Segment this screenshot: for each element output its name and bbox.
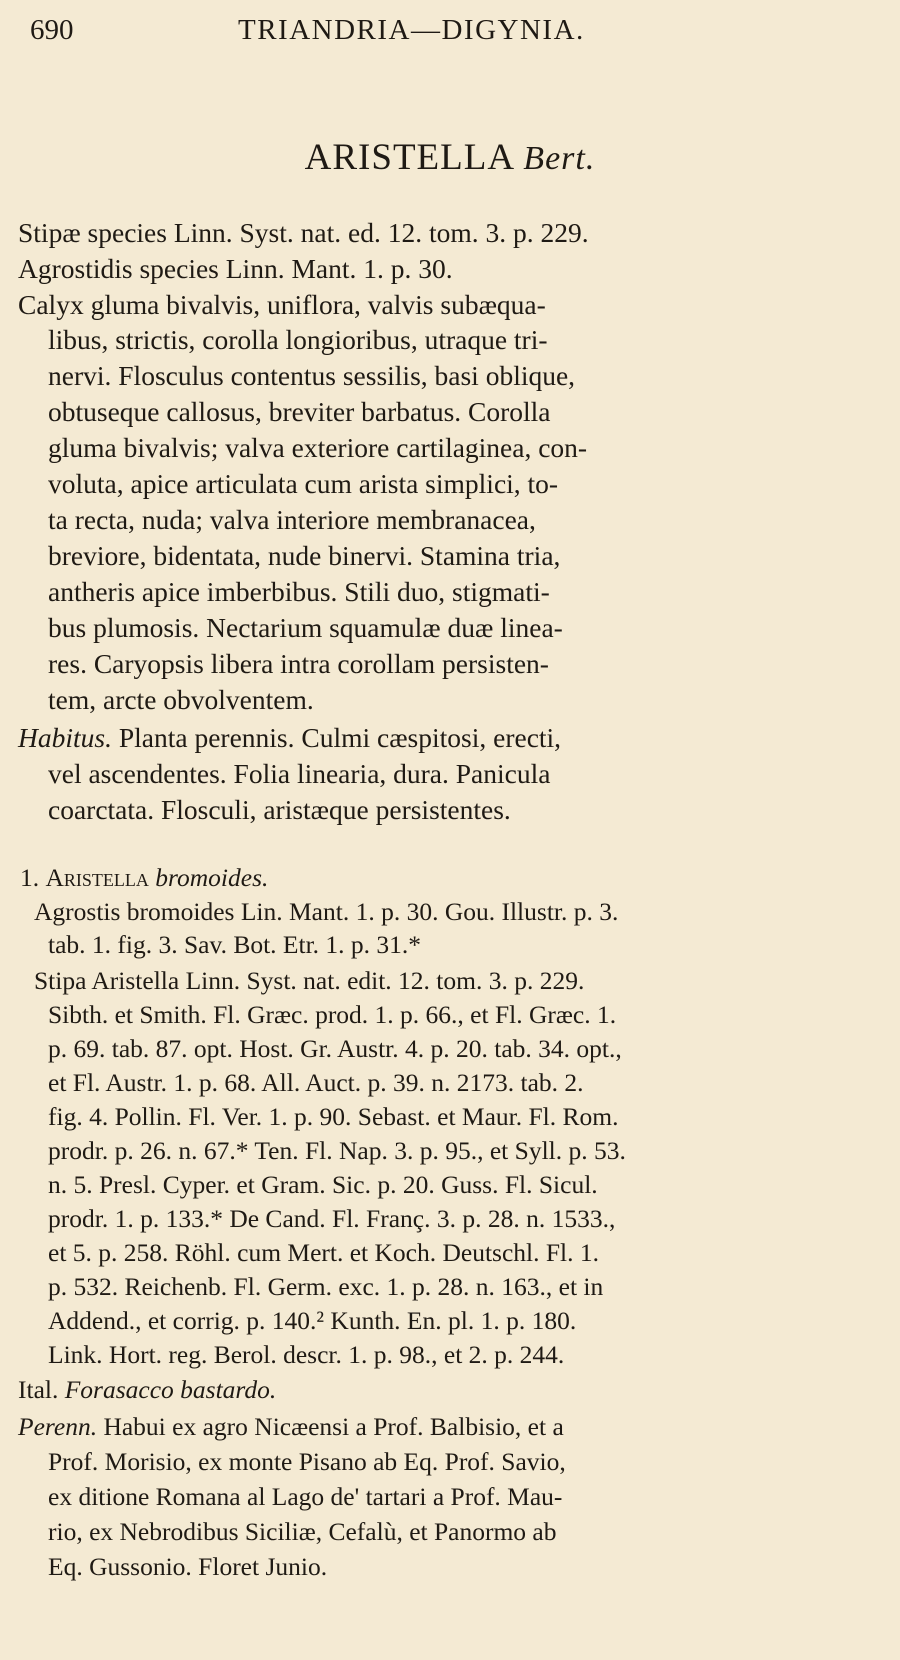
description-line: voluta, apice articulata cum arista simplici, to- [48,468,559,499]
description-line: obtuseque callosus, breviter barbatus. Corolla [48,396,551,427]
description-line: ta recta, nuda; valva interiore membranacea, [48,504,536,535]
italian-label: Ital. [18,1375,59,1404]
reference-line: n. 5. Presl. Cyper. et Gram. Sic. p. 20. Guss. Fl. Sicul. [48,1170,598,1199]
habitus-line: vel ascendentes. Folia linearia, dura. Panicula [48,758,551,789]
species-genus: Aristella [45,863,149,892]
reference-line: prodr. p. 26. n. 67.* Ten. Fl. Nap. 3. p. 95., et Syll. p. 53. [48,1136,626,1165]
synonym-line: Stipæ species Linn. Syst. nat. ed. 12. tom. 3. p. 229. [18,217,589,248]
description-line: gluma bivalvis; valva exteriore cartilaginea, con- [48,432,588,463]
reference-line: et Fl. Austr. 1. p. 68. All. Auct. p. 39. n. 2173. tab. 2. [48,1068,584,1097]
reference-line: p. 69. tab. 87. opt. Host. Gr. Austr. 4. p. 20. tab. 34. opt., [48,1034,622,1063]
genus-title [0,136,900,179]
perenn-line: rio, ex Nebrodibus Siciliæ, Cefalù, et Panormo ab [48,1517,557,1546]
reference-line: Agrostis bromoides Lin. Mant. 1. p. 30. Gou. Illustr. p. 3. [34,897,619,926]
reference-line: et 5. p. 258. Röhl. cum Mert. et Koch. Deutschl. Fl. 1. [48,1238,600,1267]
description-line: tem, arcte obvolventem. [48,684,314,715]
species-heading [20,862,268,894]
perenn-label: Perenn. [18,1412,98,1441]
reference-line: Sibth. et Smith. Fl. Græc. prod. 1. p. 66., et Fl. Græc. 1. [48,1000,617,1029]
perenn-line: Prof. Morisio, ex monte Pisano ab Eq. Prof. Savio, [48,1447,566,1476]
running-head [30,14,870,54]
description-line: res. Caryopsis libera intra corollam persisten- [48,648,549,679]
habitus-text: Planta perennis. Culmi cæspitosi, erecti, [118,722,562,753]
perenn-line [18,1411,564,1443]
species-number: 1. [20,863,40,892]
description-line: bus plumosis. Nectarium squamulæ duæ linea- [48,612,563,643]
habitus-line [18,720,561,756]
synonym-line: Agrostidis species Linn. Mant. 1. p. 30. [18,253,453,284]
genus-name: ARISTELLA [304,137,514,178]
habitus-label: Habitus. [18,722,112,753]
perenn-text: Habui ex agro Nicæensi a Prof. Balbisio, et a [103,1412,564,1441]
reference-line: prodr. 1. p. 133.* De Cand. Fl. Franç. 3. p. 28. n. 1533., [48,1204,616,1233]
description-line: breviore, bidentata, nude binervi. Stamina tria, [48,540,561,571]
reference-line: fig. 4. Pollin. Fl. Ver. 1. p. 90. Sebast. et Maur. Fl. Rom. [48,1102,619,1131]
reference-line: Stipa Aristella Linn. Syst. nat. edit. 12. tom. 3. p. 229. [34,966,585,995]
description-line: antheris apice imberbibus. Stili duo, stigmati- [48,576,550,607]
reference-line: p. 532. Reichenb. Fl. Germ. exc. 1. p. 28. n. 163., et in [48,1272,604,1301]
description-line: libus, strictis, corolla longioribus, utraque tri- [48,324,548,355]
perenn-line: Eq. Gussonio. Floret Junio. [48,1552,328,1581]
italian-name-line [18,1374,276,1406]
description-line: nervi. Flosculus contentus sessilis, basi oblique, [48,360,576,391]
perenn-line: ex ditione Romana al Lago de' tartari a Prof. Mau- [48,1482,563,1511]
page-number: 690 [30,14,74,46]
description-line: Calyx gluma bivalvis, uniflora, valvis subæqua- [18,289,546,320]
reference-line: Link. Hort. reg. Berol. descr. 1. p. 98., et 2. p. 244. [48,1340,565,1369]
habitus-line: coarctata. Flosculi, aristæque persistentes. [48,794,511,825]
italian-name: Forasacco bastardo. [64,1375,277,1404]
genus-author: Bert. [523,140,596,177]
species-epithet: bromoides. [155,863,269,892]
reference-line: Addend., et corrig. p. 140.² Kunth. En. pl. 1. p. 180. [48,1306,577,1335]
running-heading: TRIANDRIA—DIGYNIA. [238,14,585,46]
reference-line: tab. 1. fig. 3. Sav. Bot. Etr. 1. p. 31.* [48,930,422,959]
